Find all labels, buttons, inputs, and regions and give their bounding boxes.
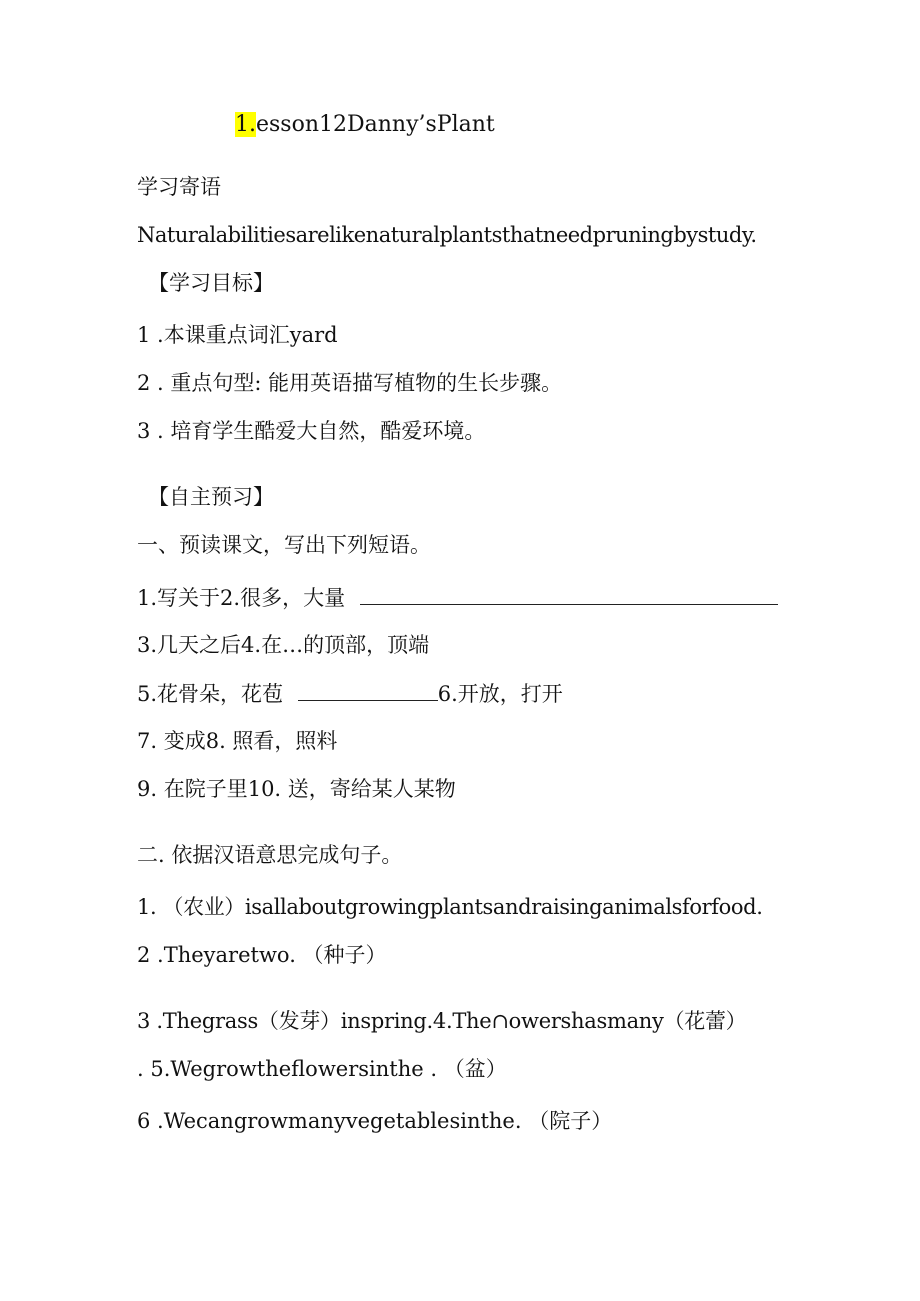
phrase-row	[137, 632, 429, 658]
sentence-item: . 5.Wegrowtheflowersinthe . （盆）	[137, 1057, 507, 1081]
lesson-title	[235, 112, 495, 138]
objective-item: 3 . 培育学生酷爱大自然，酷爱环境。	[137, 419, 486, 443]
phrase-text: 7. 变成8. 照看，照料	[137, 729, 338, 753]
motto-text: Naturalabilitiesarelikenaturalplantsthatneedpruningbystudy.	[137, 223, 757, 247]
section2-heading: 二. 依据汉语意思完成句子。	[137, 843, 403, 867]
answer-blank[interactable]	[298, 680, 438, 701]
answer-blank[interactable]	[360, 584, 778, 605]
sentence-item: 6 .Wecangrowmanyvegetablesinthe. （院子）	[137, 1109, 613, 1133]
title-number-highlight: 1.	[235, 112, 256, 137]
phrase-row	[137, 584, 778, 611]
phrase-row	[137, 728, 337, 754]
sentence-item: 3 .Thegrass（发芽）inspring.4.The∩owershasmany（花蕾）	[137, 1009, 747, 1033]
objectives-heading: 【学习目标】	[148, 271, 274, 295]
objective-item: 2 . 重点句型: 能用英语描写植物的生长步骤。	[137, 371, 563, 395]
sentence-item: 2 .Theyaretwo. （种子）	[137, 943, 387, 967]
objective-item: 1 .本课重点词汇yard	[137, 323, 338, 347]
section1-heading: 一、预读课文，写出下列短语。	[137, 533, 431, 557]
phrase-text: 1.写关于2.很多，大量	[137, 586, 346, 610]
sentence-item: 1. （农业）isallaboutgrowingplantsandraisinganimalsforfood.	[137, 895, 763, 919]
phrase-text: 3.几天之后4.在…的顶部，顶端	[137, 633, 430, 657]
phrase-text: 9. 在院子里10. 送，寄给某人某物	[137, 777, 456, 801]
phrase-tail: 6.开放，打开	[437, 682, 563, 706]
title-text: esson12Danny’sPlant	[256, 112, 495, 137]
phrase-text: 5.花骨朵，花苞	[137, 682, 284, 706]
phrase-row	[137, 680, 563, 707]
preview-heading: 【自主预习】	[148, 485, 274, 509]
motto-heading: 学习寄语	[137, 175, 221, 199]
phrase-row	[137, 776, 456, 802]
